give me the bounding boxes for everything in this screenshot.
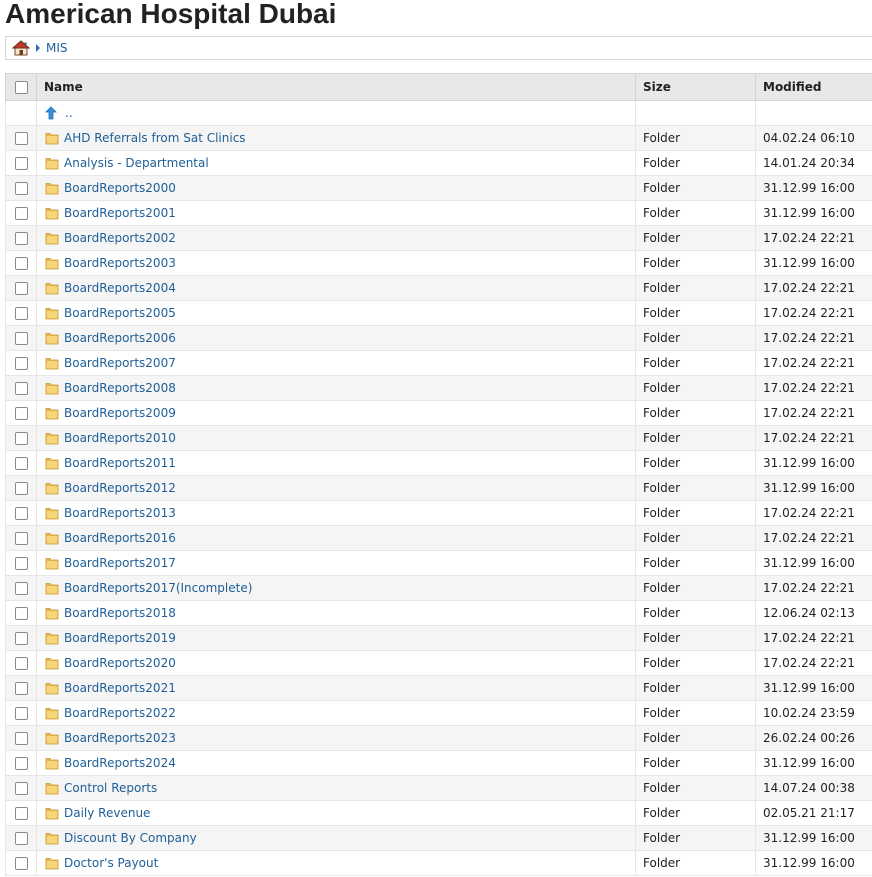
modified-cell: 17.02.24 22:21: [756, 426, 872, 451]
row-checkbox[interactable]: [15, 132, 28, 145]
name-cell: [37, 401, 636, 426]
name-cell: [37, 601, 636, 626]
row-select-cell: [6, 401, 37, 426]
size-cell: Folder: [636, 701, 756, 726]
folder-link[interactable]: BoardReports2017(Incomplete): [64, 581, 253, 595]
folder-icon: [45, 631, 59, 645]
page-title: American Hospital Dubai: [5, 0, 337, 29]
size-cell: Folder: [636, 601, 756, 626]
parent-folder-row[interactable]: [6, 101, 872, 126]
row-checkbox[interactable]: [15, 782, 28, 795]
folder-link[interactable]: BoardReports2022: [64, 706, 176, 720]
row-checkbox[interactable]: [15, 832, 28, 845]
name-cell: [37, 676, 636, 701]
folder-link[interactable]: Discount By Company: [64, 831, 197, 845]
table-row[interactable]: [6, 776, 872, 801]
row-checkbox[interactable]: [15, 307, 28, 320]
folder-link[interactable]: BoardReports2021: [64, 681, 176, 695]
folder-icon: [45, 431, 59, 445]
table-row[interactable]: [6, 151, 872, 176]
folder-icon: [45, 481, 59, 495]
row-checkbox[interactable]: [15, 382, 28, 395]
row-checkbox[interactable]: [15, 357, 28, 370]
row-select-cell: [6, 501, 37, 526]
row-select-cell: [6, 526, 37, 551]
modified-cell: 26.02.24 00:26: [756, 726, 872, 751]
folder-link[interactable]: BoardReports2001: [64, 206, 176, 220]
folder-icon: [45, 756, 59, 770]
size-cell: Folder: [636, 576, 756, 601]
size-cell: Folder: [636, 251, 756, 276]
folder-icon: [45, 806, 59, 820]
folder-link[interactable]: AHD Referrals from Sat Clinics: [64, 131, 246, 145]
folder-link[interactable]: BoardReports2016: [64, 531, 176, 545]
folder-icon: [45, 456, 59, 470]
row-select-cell: [6, 426, 37, 451]
folder-link[interactable]: BoardReports2004: [64, 281, 176, 295]
folder-icon: [45, 131, 59, 145]
modified-cell: 31.12.99 16:00: [756, 176, 872, 201]
name-cell: [37, 826, 636, 851]
row-checkbox[interactable]: [15, 407, 28, 420]
row-select-cell: [6, 251, 37, 276]
row-select-cell: [6, 151, 37, 176]
row-select-cell: [6, 626, 37, 651]
row-select-cell: [6, 651, 37, 676]
folder-link[interactable]: BoardReports2023: [64, 731, 176, 745]
table-row[interactable]: [6, 676, 872, 701]
row-checkbox[interactable]: [15, 432, 28, 445]
file-table: [5, 73, 872, 876]
table-row[interactable]: [6, 651, 872, 676]
folder-icon: [45, 281, 59, 295]
modified-cell: 31.12.99 16:00: [756, 201, 872, 226]
modified-cell: 31.12.99 16:00: [756, 851, 872, 876]
modified-cell: 17.02.24 22:21: [756, 651, 872, 676]
folder-icon: [45, 556, 59, 570]
row-checkbox[interactable]: [15, 207, 28, 220]
size-cell: Folder: [636, 751, 756, 776]
folder-icon: [45, 231, 59, 245]
table-row[interactable]: [6, 451, 872, 476]
size-cell: Folder: [636, 776, 756, 801]
name-cell: [37, 526, 636, 551]
row-checkbox[interactable]: [15, 232, 28, 245]
size-cell: Folder: [636, 201, 756, 226]
name-cell: [37, 226, 636, 251]
modified-cell: 31.12.99 16:00: [756, 476, 872, 501]
folder-link[interactable]: BoardReports2009: [64, 406, 176, 420]
folder-icon: [45, 831, 59, 845]
row-checkbox[interactable]: [15, 682, 28, 695]
modified-cell: 17.02.24 22:21: [756, 226, 872, 251]
table-row[interactable]: [6, 601, 872, 626]
table-row[interactable]: [6, 801, 872, 826]
folder-link[interactable]: BoardReports2007: [64, 356, 176, 370]
home-icon[interactable]: [12, 40, 30, 56]
size-cell: Folder: [636, 476, 756, 501]
name-cell: [37, 376, 636, 401]
row-select-cell: [6, 176, 37, 201]
table-row[interactable]: [6, 201, 872, 226]
row-select-cell: [6, 276, 37, 301]
table-row[interactable]: [6, 476, 872, 501]
folder-icon: [45, 356, 59, 370]
breadcrumb-item-mis[interactable]: MIS: [46, 41, 68, 55]
select-all-cell: [6, 74, 37, 101]
row-select-cell: [6, 301, 37, 326]
modified-cell: 31.12.99 16:00: [756, 451, 872, 476]
column-header-modified[interactable]: Modified: [756, 74, 872, 101]
column-header-size[interactable]: Size: [636, 74, 756, 101]
name-cell: [37, 326, 636, 351]
modified-cell: 31.12.99 16:00: [756, 676, 872, 701]
folder-link[interactable]: BoardReports2006: [64, 331, 176, 345]
select-all-checkbox[interactable]: [15, 81, 28, 94]
row-select-cell: [6, 851, 37, 876]
name-cell: [37, 301, 636, 326]
row-select-cell: [6, 376, 37, 401]
table-row[interactable]: [6, 276, 872, 301]
modified-cell: 17.02.24 22:21: [756, 401, 872, 426]
folder-link[interactable]: BoardReports2024: [64, 756, 176, 770]
size-cell: Folder: [636, 826, 756, 851]
table-row[interactable]: [6, 301, 872, 326]
folder-icon: [45, 156, 59, 170]
size-cell: Folder: [636, 676, 756, 701]
folder-icon: [45, 581, 59, 595]
row-select-cell: [6, 826, 37, 851]
size-cell: Folder: [636, 301, 756, 326]
folder-icon: [45, 781, 59, 795]
row-select-cell: [6, 751, 37, 776]
modified-cell: 31.12.99 16:00: [756, 551, 872, 576]
row-checkbox[interactable]: [15, 257, 28, 270]
modified-cell: 31.12.99 16:00: [756, 751, 872, 776]
folder-icon: [45, 506, 59, 520]
name-cell: [37, 276, 636, 301]
folder-icon: [45, 656, 59, 670]
folder-icon: [45, 681, 59, 695]
folder-icon: [45, 531, 59, 545]
name-cell: [37, 201, 636, 226]
folder-link[interactable]: BoardReports2017: [64, 556, 176, 570]
row-select-cell: [6, 776, 37, 801]
parent-folder-link[interactable]: ..: [65, 106, 73, 120]
folder-icon: [45, 331, 59, 345]
table-row[interactable]: [6, 326, 872, 351]
size-cell: Folder: [636, 376, 756, 401]
row-checkbox[interactable]: [15, 507, 28, 520]
modified-cell: 17.02.24 22:21: [756, 576, 872, 601]
row-select-cell: [6, 551, 37, 576]
row-checkbox[interactable]: [15, 707, 28, 720]
size-cell: Folder: [636, 801, 756, 826]
table-row[interactable]: [6, 126, 872, 151]
modified-cell: 10.02.24 23:59: [756, 701, 872, 726]
row-select-cell: [6, 226, 37, 251]
modified-cell: 12.06.24 02:13: [756, 601, 872, 626]
row-checkbox[interactable]: [15, 607, 28, 620]
modified-cell: 17.02.24 22:21: [756, 626, 872, 651]
modified-cell: 14.07.24 00:38: [756, 776, 872, 801]
folder-link[interactable]: BoardReports2012: [64, 481, 176, 495]
modified-cell: 17.02.24 22:21: [756, 351, 872, 376]
folder-link[interactable]: Control Reports: [64, 781, 158, 795]
modified-cell: 31.12.99 16:00: [756, 251, 872, 276]
folder-link[interactable]: BoardReports2011: [64, 456, 176, 470]
size-cell: Folder: [636, 426, 756, 451]
row-select-cell: [6, 476, 37, 501]
row-checkbox[interactable]: [15, 632, 28, 645]
size-cell: Folder: [636, 651, 756, 676]
breadcrumb: [5, 36, 872, 60]
breadcrumb-separator-icon: [36, 44, 40, 52]
column-header-name[interactable]: Name: [37, 74, 636, 101]
name-cell: [37, 626, 636, 651]
modified-cell: 17.02.24 22:21: [756, 501, 872, 526]
folder-icon: [45, 181, 59, 195]
size-cell: Folder: [636, 401, 756, 426]
row-checkbox[interactable]: [15, 757, 28, 770]
folder-link[interactable]: BoardReports2013: [64, 506, 176, 520]
folder-link[interactable]: Daily Revenue: [64, 806, 151, 820]
modified-cell: 17.02.24 22:21: [756, 276, 872, 301]
table-row[interactable]: [6, 176, 872, 201]
size-cell: Folder: [636, 151, 756, 176]
size-cell: Folder: [636, 451, 756, 476]
up-arrow-icon[interactable]: [45, 106, 57, 120]
folder-link[interactable]: BoardReports2010: [64, 431, 176, 445]
row-select-cell: [6, 451, 37, 476]
row-checkbox[interactable]: [15, 557, 28, 570]
modified-cell: 14.01.24 20:34: [756, 151, 872, 176]
name-cell: [37, 551, 636, 576]
name-cell: [37, 126, 636, 151]
name-cell: [37, 476, 636, 501]
row-checkbox[interactable]: [15, 807, 28, 820]
row-checkbox[interactable]: [15, 582, 28, 595]
folder-icon: [45, 381, 59, 395]
size-cell: Folder: [636, 226, 756, 251]
row-select-cell: [6, 126, 37, 151]
name-cell: [37, 426, 636, 451]
row-checkbox[interactable]: [15, 732, 28, 745]
name-cell: [37, 776, 636, 801]
row-select-cell: [6, 576, 37, 601]
table-row[interactable]: [6, 551, 872, 576]
folder-link[interactable]: BoardReports2005: [64, 306, 176, 320]
folder-link[interactable]: BoardReports2020: [64, 656, 176, 670]
folder-icon: [45, 856, 59, 870]
row-select-cell: [6, 201, 37, 226]
modified-cell: 04.02.24 06:10: [756, 126, 872, 151]
folder-link[interactable]: Analysis - Departmental: [64, 156, 209, 170]
row-select-cell: [6, 701, 37, 726]
folder-link[interactable]: BoardReports2019: [64, 631, 176, 645]
folder-link[interactable]: Doctor's Payout: [64, 856, 159, 870]
folder-link[interactable]: BoardReports2003: [64, 256, 176, 270]
modified-cell: 31.12.99 16:00: [756, 826, 872, 851]
table-row[interactable]: [6, 526, 872, 551]
size-cell: Folder: [636, 326, 756, 351]
size-cell: Folder: [636, 851, 756, 876]
table-row[interactable]: [6, 426, 872, 451]
size-cell: Folder: [636, 351, 756, 376]
table-row[interactable]: [6, 501, 872, 526]
row-select-cell: [6, 676, 37, 701]
table-row[interactable]: [6, 626, 872, 651]
row-select-cell: [6, 601, 37, 626]
folder-icon: [45, 406, 59, 420]
table-row[interactable]: [6, 401, 872, 426]
name-cell: [37, 751, 636, 776]
table-row[interactable]: [6, 226, 872, 251]
table-row[interactable]: [6, 701, 872, 726]
table-row[interactable]: [6, 576, 872, 601]
table-row[interactable]: [6, 751, 872, 776]
folder-icon: [45, 706, 59, 720]
row-checkbox[interactable]: [15, 482, 28, 495]
row-select-cell: [6, 801, 37, 826]
row-checkbox[interactable]: [15, 457, 28, 470]
folder-icon: [45, 306, 59, 320]
name-cell: [37, 351, 636, 376]
table-row[interactable]: [6, 826, 872, 851]
folder-icon: [45, 731, 59, 745]
name-cell: [37, 651, 636, 676]
row-select-cell: [6, 726, 37, 751]
name-cell: [37, 801, 636, 826]
modified-cell: 17.02.24 22:21: [756, 326, 872, 351]
size-cell: Folder: [636, 726, 756, 751]
size-cell: Folder: [636, 551, 756, 576]
folder-icon: [45, 256, 59, 270]
name-cell: [37, 701, 636, 726]
name-cell: [37, 451, 636, 476]
row-checkbox[interactable]: [15, 532, 28, 545]
folder-icon: [45, 606, 59, 620]
name-cell: [37, 151, 636, 176]
size-cell: Folder: [636, 501, 756, 526]
size-cell: Folder: [636, 176, 756, 201]
modified-cell: 17.02.24 22:21: [756, 526, 872, 551]
folder-icon: [45, 206, 59, 220]
row-checkbox[interactable]: [15, 157, 28, 170]
modified-cell: 02.05.21 21:17: [756, 801, 872, 826]
folder-link[interactable]: BoardReports2000: [64, 181, 176, 195]
row-select-cell: [6, 326, 37, 351]
row-checkbox[interactable]: [15, 182, 28, 195]
name-cell: [37, 176, 636, 201]
size-cell: Folder: [636, 126, 756, 151]
table-row[interactable]: [6, 251, 872, 276]
row-checkbox[interactable]: [15, 857, 28, 870]
size-cell: Folder: [636, 626, 756, 651]
folder-link[interactable]: BoardReports2002: [64, 231, 176, 245]
modified-cell: 17.02.24 22:21: [756, 301, 872, 326]
table-row[interactable]: [6, 851, 872, 876]
table-row[interactable]: [6, 376, 872, 401]
folder-link[interactable]: BoardReports2018: [64, 606, 176, 620]
row-checkbox[interactable]: [15, 657, 28, 670]
folder-link[interactable]: BoardReports2008: [64, 381, 176, 395]
name-cell: [37, 576, 636, 601]
size-cell: Folder: [636, 526, 756, 551]
size-cell: Folder: [636, 276, 756, 301]
table-row[interactable]: [6, 726, 872, 751]
modified-cell: 17.02.24 22:21: [756, 376, 872, 401]
row-checkbox[interactable]: [15, 332, 28, 345]
table-header-row: [6, 74, 872, 101]
row-select-cell: [6, 351, 37, 376]
name-cell: [37, 851, 636, 876]
row-checkbox[interactable]: [15, 282, 28, 295]
name-cell: [37, 251, 636, 276]
table-row[interactable]: [6, 351, 872, 376]
name-cell: [37, 726, 636, 751]
name-cell: [37, 501, 636, 526]
